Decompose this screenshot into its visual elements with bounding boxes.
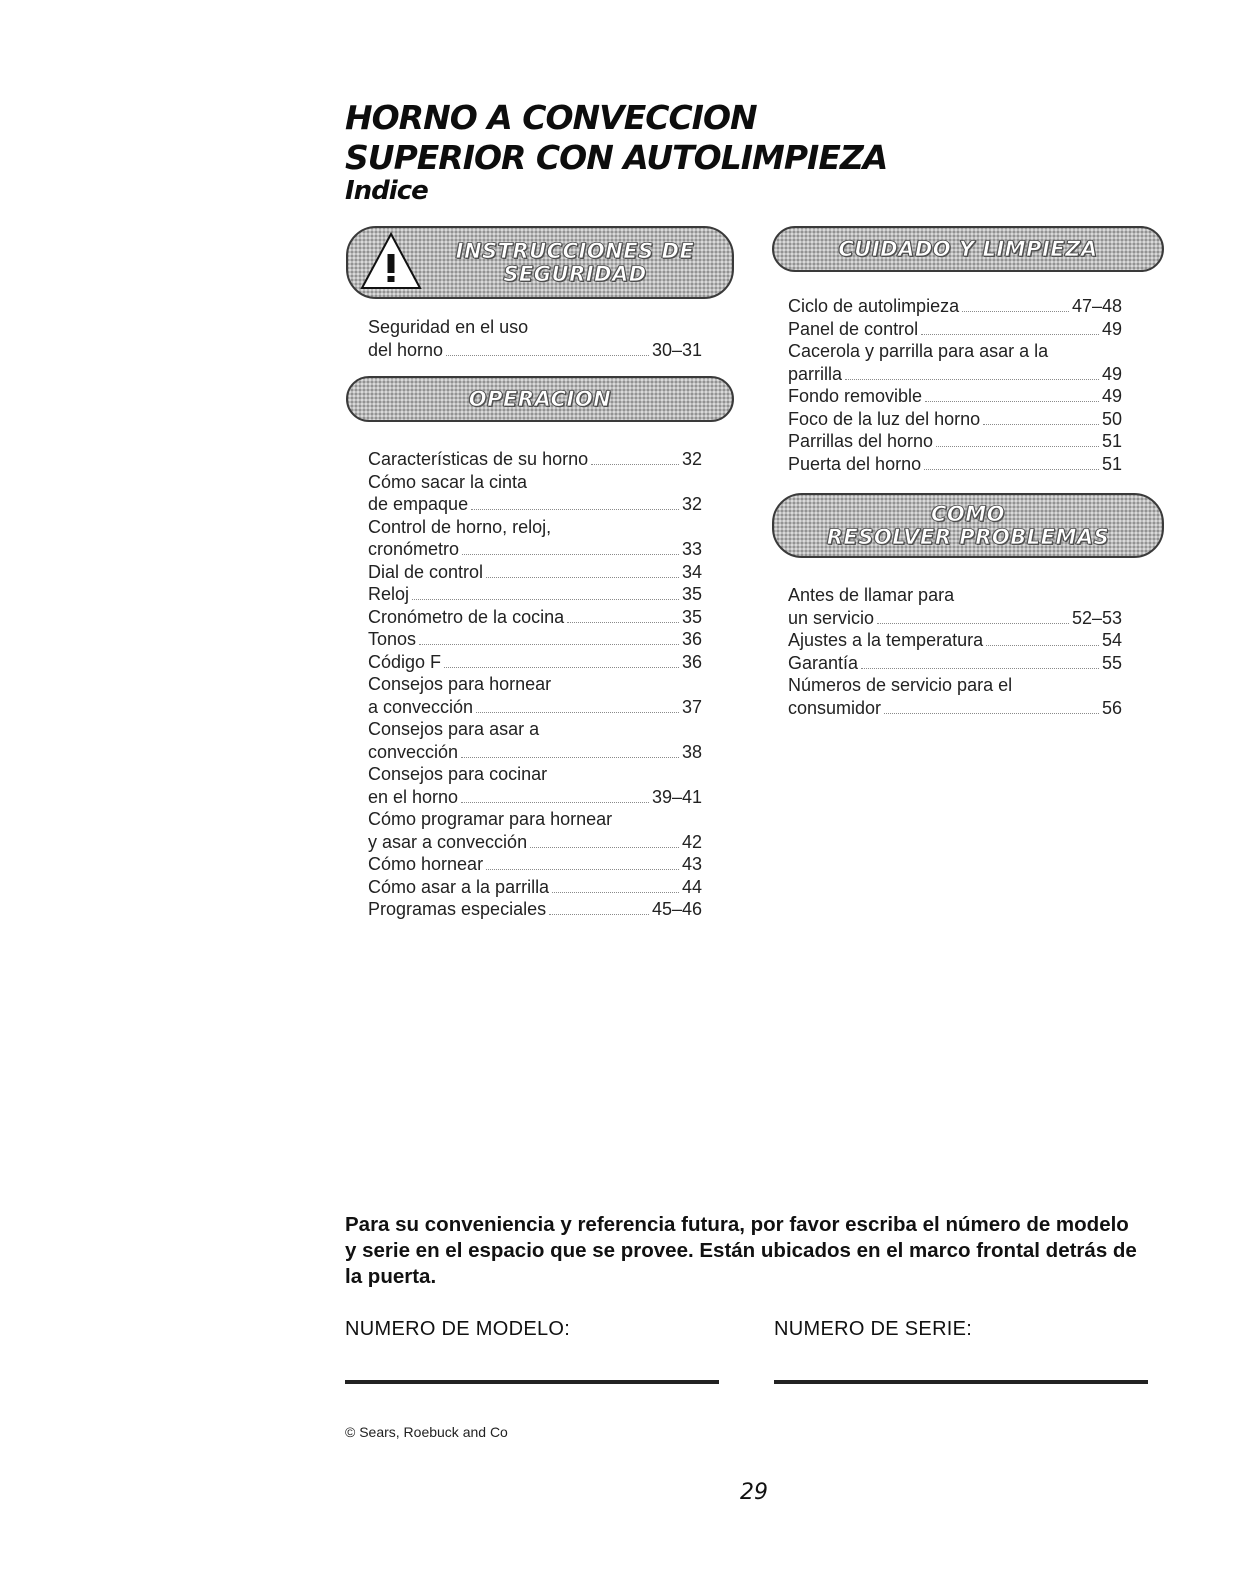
toc-entry — [788, 318, 1122, 341]
toc-entry — [368, 448, 702, 471]
section-banner-problems-line-2: RESOLVER PROBLEMAS — [826, 524, 1110, 549]
toc-entry-leader-dots — [591, 464, 679, 465]
toc-entry-leader-dots — [486, 869, 679, 870]
toc-entry-leader-dots — [461, 802, 649, 803]
toc-entry — [788, 340, 1122, 385]
toc-entry-page-number: 36 — [681, 651, 702, 672]
toc-entry-page-number: 37 — [681, 696, 702, 717]
toc-entry-label: Reloj — [368, 584, 410, 604]
toc-entry-label: Tonos — [368, 629, 417, 649]
toc-entry-page-number: 35 — [681, 584, 702, 604]
toc-entry-row — [788, 607, 1122, 630]
toc-entry-row — [788, 430, 1122, 453]
toc-entry-row — [368, 831, 702, 854]
registration-note: Para su conveniencia y referencia futura, por favor escriba el número de modelo y serie en el espacio que se provee. Están ubicados en el marco frontal detrás de la puerta. — [345, 1213, 1137, 1288]
toc-entry-leader-dots — [877, 623, 1069, 624]
toc-entry-row — [788, 295, 1122, 318]
toc-entry-leader-dots — [845, 379, 1099, 380]
toc-entry-page-number: 51 — [1101, 453, 1122, 474]
toc-entry-label-line: Seguridad en el uso — [368, 317, 529, 337]
toc-entry-page-number: 33 — [681, 539, 702, 559]
toc-entry-row — [368, 696, 702, 719]
toc-entry-leader-dots — [462, 554, 679, 555]
toc-entry-page-number: 49 — [1101, 318, 1122, 339]
toc-entry-page-number: 55 — [1101, 652, 1122, 673]
toc-list-safety — [368, 316, 702, 361]
toc-entry-page-number: 51 — [1101, 431, 1122, 451]
toc-entry-leader-dots — [461, 757, 679, 758]
toc-entry-label: Dial de control — [368, 561, 484, 582]
toc-entry-label-line: Consejos para cocinar — [368, 764, 548, 784]
toc-entry-page-number: 49 — [1101, 386, 1122, 406]
section-banner-problems — [772, 493, 1164, 558]
toc-entry-label: Foco de la luz del horno — [788, 408, 981, 429]
section-banner-operation — [346, 376, 734, 422]
toc-entry-label: Fondo removible — [788, 386, 923, 406]
toc-entry-label: un servicio — [788, 607, 875, 628]
toc-entry — [368, 718, 702, 763]
page-number: 29 — [740, 1480, 768, 1505]
toc-entry-row — [788, 453, 1122, 476]
toc-entry-leader-dots — [471, 509, 679, 510]
document-subtitle: Indice — [345, 176, 428, 206]
toc-entry-label: Puerta del horno — [788, 453, 922, 474]
toc-entry-label: parrilla — [788, 363, 843, 384]
toc-entry-page-number: 42 — [681, 831, 702, 852]
model-number-label: NUMERO DE MODELO: — [345, 1318, 571, 1340]
toc-entry-label: Garantía — [788, 652, 859, 673]
toc-entry-label: Características de su horno — [368, 449, 589, 469]
toc-entry-row — [788, 318, 1122, 341]
toc-entry-leader-dots — [412, 599, 679, 600]
toc-entry — [368, 673, 702, 718]
toc-entry-leader-dots — [924, 469, 1099, 470]
toc-entry-label: Programas especiales — [368, 899, 547, 919]
toc-entry-leader-dots — [476, 712, 679, 713]
section-banner-operation-text: OPERACION — [468, 386, 612, 411]
section-banner-care-text: CUIDADO Y LIMPIEZA — [838, 236, 1098, 261]
toc-entry-leader-dots — [567, 622, 679, 623]
toc-entry-label: Parrillas del horno — [788, 431, 934, 451]
toc-entry-row — [788, 385, 1122, 408]
toc-entry-label: de empaque — [368, 494, 469, 514]
toc-entry-page-number: 36 — [681, 629, 702, 649]
toc-entry-leader-dots — [530, 847, 679, 848]
toc-entry-page-number: 47–48 — [1071, 296, 1122, 316]
toc-entry — [368, 628, 702, 651]
document-title-line-2: SUPERIOR CON AUTOLIMPIEZA — [345, 138, 888, 177]
toc-entry — [788, 629, 1122, 652]
toc-entry-row — [368, 339, 702, 362]
toc-entry — [788, 430, 1122, 453]
toc-entry-row — [368, 898, 702, 921]
toc-entry-leader-dots — [986, 645, 1099, 646]
toc-entry-label: Cronómetro de la cocina — [368, 606, 565, 627]
toc-entry-page-number: 35 — [681, 606, 702, 627]
toc-entry-row — [368, 741, 702, 764]
toc-entry-leader-dots — [486, 577, 679, 578]
toc-entry-leader-dots — [419, 644, 679, 645]
toc-entry-label: y asar a convección — [368, 831, 528, 852]
toc-entry-page-number: 32 — [681, 449, 702, 469]
serial-number-label: NUMERO DE SERIE: — [774, 1318, 973, 1340]
toc-list-problems — [788, 584, 1122, 719]
toc-entry-label-line: Cómo programar para hornear — [368, 809, 613, 829]
toc-entry-label-line: Cacerola y parrilla para asar a la — [788, 341, 1049, 361]
section-banner-problems-text — [827, 503, 1109, 549]
toc-entry — [788, 584, 1122, 629]
toc-entry-row — [368, 651, 702, 674]
toc-entry-label: Ciclo de autolimpieza — [788, 296, 960, 316]
toc-entry — [788, 385, 1122, 408]
toc-entry — [368, 561, 702, 584]
toc-entry-row — [368, 448, 702, 471]
toc-entry-row — [368, 493, 702, 516]
toc-entry-label-line: Consejos para hornear — [368, 674, 552, 694]
toc-entry-page-number: 30–31 — [651, 339, 702, 360]
toc-entry-page-number: 44 — [681, 876, 702, 897]
toc-entry-leader-dots — [936, 446, 1099, 447]
toc-entry-page-number: 43 — [681, 854, 702, 874]
toc-entry-label: consumidor — [788, 697, 882, 718]
toc-entry-leader-dots — [549, 914, 649, 915]
toc-entry-page-number: 34 — [681, 561, 702, 582]
toc-entry — [368, 606, 702, 629]
toc-entry-leader-dots — [444, 667, 679, 668]
toc-entry-label-line: Control de horno, reloj, — [368, 516, 552, 537]
toc-entry — [368, 516, 702, 561]
toc-entry-leader-dots — [983, 424, 1099, 425]
toc-entry — [788, 453, 1122, 476]
toc-entry-label: Cómo asar a la parrilla — [368, 876, 550, 897]
toc-entry — [368, 876, 702, 899]
toc-entry — [368, 471, 702, 516]
toc-entry-row — [788, 408, 1122, 431]
toc-entry-row — [788, 652, 1122, 675]
toc-entry-page-number: 50 — [1101, 408, 1122, 429]
toc-list-care — [788, 295, 1122, 475]
toc-entry-label: del horno — [368, 339, 444, 360]
toc-entry-label: cronómetro — [368, 539, 460, 559]
toc-entry-page-number: 45–46 — [651, 899, 702, 919]
toc-entry-page-number: 39–41 — [651, 786, 702, 807]
toc-entry-label-line: Números de servicio para el — [788, 675, 1013, 695]
toc-entry-label: Código F — [368, 651, 442, 672]
section-banner-safety-text — [456, 240, 695, 286]
toc-entry-leader-dots — [925, 401, 1099, 402]
toc-entry — [368, 898, 702, 921]
toc-entry-label-line: Consejos para asar a — [368, 719, 540, 739]
serial-number-line — [774, 1380, 1148, 1384]
toc-entry — [368, 583, 702, 606]
toc-entry-label-line: Cómo sacar la cinta — [368, 471, 528, 492]
toc-entry-label: convección — [368, 741, 459, 762]
toc-entry-label: Panel de control — [788, 318, 919, 339]
toc-entry-label-line: Antes de llamar para — [788, 585, 955, 605]
toc-entry-label: Ajustes a la temperatura — [788, 630, 984, 650]
toc-entry-row — [788, 697, 1122, 720]
toc-entry — [788, 408, 1122, 431]
section-banner-problems-line-1: COMO — [930, 501, 1005, 526]
toc-entry-leader-dots — [861, 668, 1099, 669]
toc-entry-row — [368, 786, 702, 809]
toc-entry-row — [368, 583, 702, 606]
toc-entry-page-number: 38 — [681, 741, 702, 762]
toc-entry-row — [368, 606, 702, 629]
toc-entry-row — [368, 561, 702, 584]
toc-entry-leader-dots — [884, 713, 1099, 714]
toc-entry-leader-dots — [921, 334, 1099, 335]
toc-entry-label: en el horno — [368, 786, 459, 807]
toc-entry-row — [368, 853, 702, 876]
toc-entry-row — [368, 628, 702, 651]
toc-entry-label: a convección — [368, 696, 474, 717]
toc-entry — [788, 652, 1122, 675]
toc-entry-leader-dots — [552, 892, 679, 893]
toc-entry — [788, 674, 1122, 719]
toc-entry — [368, 651, 702, 674]
model-number-line — [345, 1380, 719, 1384]
toc-entry — [788, 295, 1122, 318]
toc-entry-page-number: 32 — [681, 494, 702, 514]
section-banner-safety-line-1: INSTRUCCIONES DE — [455, 238, 695, 263]
toc-entry-label: Cómo hornear — [368, 854, 484, 874]
toc-entry-leader-dots — [446, 355, 649, 356]
toc-entry-row — [368, 876, 702, 899]
toc-entry-page-number: 56 — [1101, 697, 1122, 718]
toc-entry — [368, 808, 702, 853]
toc-list-operation — [368, 448, 702, 921]
toc-entry-page-number: 54 — [1101, 630, 1122, 650]
toc-entry-page-number: 52–53 — [1071, 607, 1122, 628]
toc-entry-row — [368, 538, 702, 561]
section-banner-care — [772, 226, 1164, 272]
document-title-line-1: HORNO A CONVECCION — [345, 98, 757, 137]
toc-entry — [368, 763, 702, 808]
section-banner-safety-line-2: SEGURIDAD — [503, 261, 647, 286]
toc-entry — [368, 316, 702, 361]
toc-entry — [368, 853, 702, 876]
toc-entry-page-number: 49 — [1101, 363, 1122, 384]
toc-entry-row — [788, 629, 1122, 652]
toc-entry-row — [788, 363, 1122, 386]
toc-entry-leader-dots — [962, 311, 1069, 312]
copyright-text: © Sears, Roebuck and Co — [345, 1424, 508, 1440]
